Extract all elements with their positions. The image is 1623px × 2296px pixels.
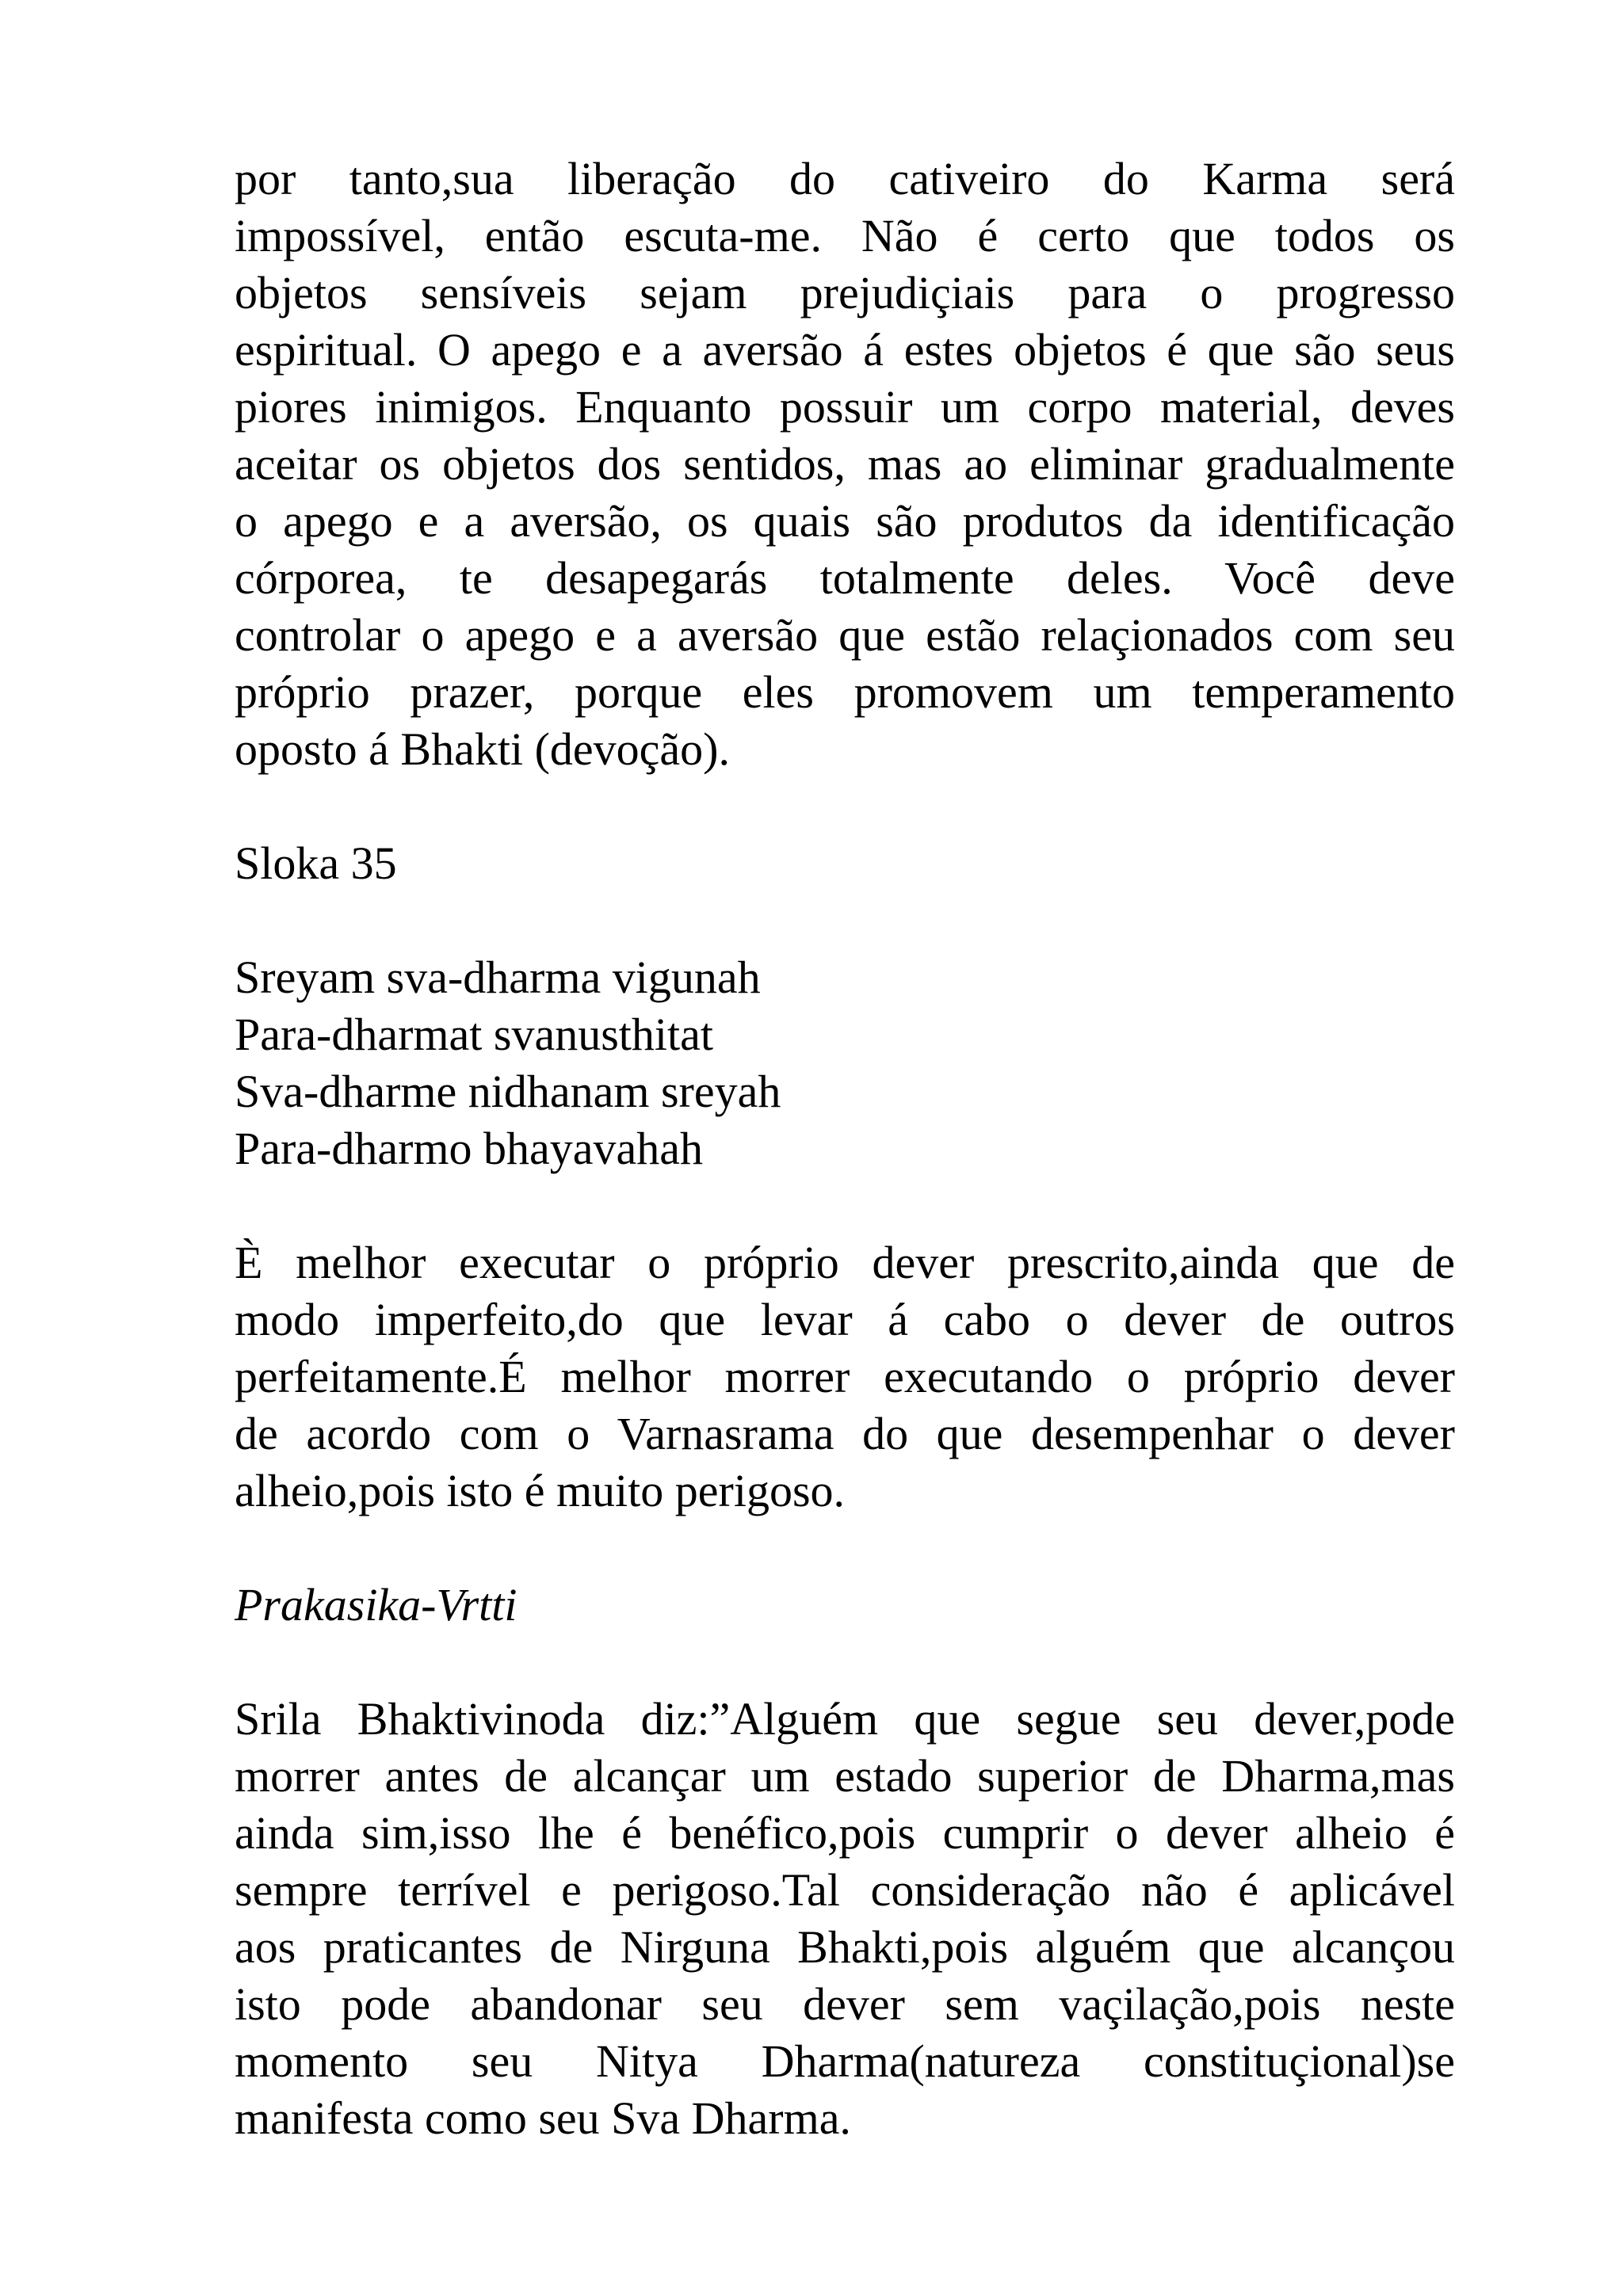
verse-line: Sreyam sva-dharma vigunah [235, 952, 761, 1003]
spacer [235, 1634, 1455, 1691]
commentary-line: sempre terrível e perigoso.Tal consideração não é aplicável [235, 1864, 1455, 1916]
paragraph-line: impossível, então escuta-me. Não é certo que todos os [235, 210, 1455, 261]
paragraph-line: oposto á Bhakti (devoção). [235, 723, 730, 775]
commentary-line: aos praticantes de Nirguna Bhakti,pois alguém que alcançou [235, 1921, 1455, 1973]
commentary-paragraph [235, 1691, 1455, 2147]
paragraph-line: córporea, te desapegarás totalmente deles. Você deve [235, 552, 1455, 604]
translation-paragraph [235, 1234, 1455, 1520]
commentary-line: ainda sim,isso lhe é benéfico,pois cumprir o dever alheio é [235, 1807, 1455, 1859]
paragraph-line: por tanto,sua liberação do cativeiro do Karma será [235, 153, 1455, 204]
translation-line: de acordo com o Varnasrama do que desempenhar o dever [235, 1408, 1455, 1459]
spacer [235, 892, 1455, 949]
spacer [235, 1520, 1455, 1577]
translation-line: alheio,pois isto é muito perigoso. [235, 1465, 846, 1516]
paragraph-line: controlar o apego e a aversão que estão relaçionados com seu [235, 609, 1455, 661]
verse-line: Para-dharmo bhayavahah [235, 1123, 704, 1174]
intro-paragraph [235, 151, 1455, 778]
translation-line: È melhor executar o próprio dever prescrito,ainda que de [235, 1237, 1455, 1288]
paragraph-line: aceitar os objetos dos sentidos, mas ao eliminar gradualmente [235, 438, 1455, 490]
spacer [235, 778, 1455, 835]
sanskrit-verse [235, 949, 1455, 1177]
verse-line: Para-dharmat svanusthitat [235, 1009, 713, 1060]
commentary-line: morrer antes de alcançar um estado superior de Dharma,mas [235, 1750, 1455, 1802]
verse-line: Sva-dharme nidhanam sreyah [235, 1066, 781, 1117]
translation-line: modo imperfeito,do que levar á cabo o dever de outros [235, 1294, 1455, 1345]
paragraph-line: o apego e a aversão, os quais são produtos da identificação [235, 495, 1455, 547]
commentary-line: manifesta como seu Sva Dharma. [235, 2092, 851, 2144]
spacer [235, 1177, 1455, 1234]
sloka-heading: Sloka 35 [235, 837, 397, 889]
commentary-heading: Prakasika-Vrtti [235, 1579, 517, 1630]
paragraph-line: próprio prazer, porque eles promovem um temperamento [235, 666, 1455, 718]
commentary-line: isto pode abandonar seu dever sem vaçilação,pois neste [235, 1978, 1455, 2030]
document-page [235, 151, 1455, 2147]
commentary-line: Srila Bhaktivinoda diz:”Alguém que segue seu dever,pode [235, 1693, 1455, 1745]
paragraph-line: objetos sensíveis sejam prejudiçiais para o progresso [235, 267, 1455, 318]
translation-line: perfeitamente.É melhor morrer executando o próprio dever [235, 1351, 1455, 1402]
paragraph-line: espiritual. O apego e a aversão á estes objetos é que são seus [235, 324, 1455, 376]
paragraph-line: piores inimigos. Enquanto possuir um corpo material, deves [235, 381, 1455, 433]
commentary-line: momento seu Nitya Dharma(natureza constituçional)se [235, 2035, 1455, 2087]
